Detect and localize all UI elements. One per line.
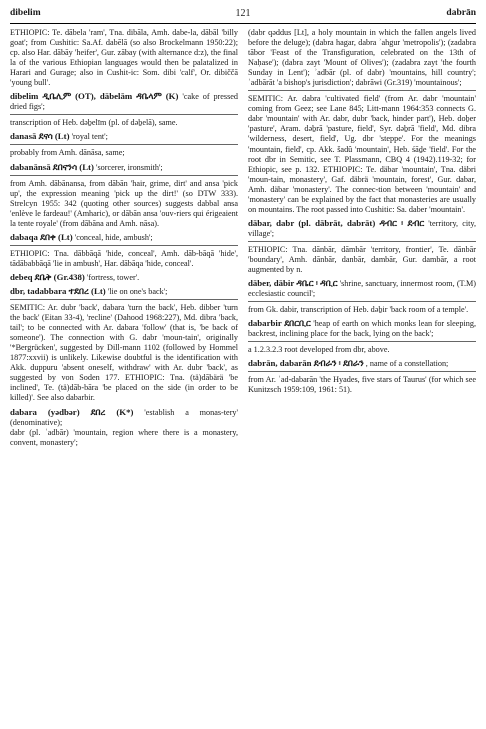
- entry-divider: [10, 175, 238, 176]
- entry-divider: [10, 299, 238, 300]
- headword: dabara (yədbər) ደበረ (K*): [10, 406, 134, 417]
- headword: dabrān, dabarān ደብራን ፡ ደበራን: [248, 358, 364, 369]
- entry-gloss: 'establish a monas-tery' (denominative);: [10, 407, 238, 427]
- entry-gloss: 'sorcerer, ironsmith';: [95, 162, 163, 172]
- entry-divider: [10, 144, 238, 145]
- header-first-entry: dibelim: [10, 8, 41, 18]
- entry-dabarbir: [248, 318, 476, 355]
- entry-body: transcription of Heb. dǝḇelīm (pl. of dǝḇelā), same.: [10, 118, 178, 128]
- page-number: 121: [235, 8, 251, 19]
- entry-daber: [248, 278, 476, 315]
- entry-body: a 1.2.3.2.3 root developed from dbr, above.: [248, 345, 390, 355]
- entry-dabara: [10, 407, 238, 448]
- headword: dāber, dābir ዳቤር ፡ ዳቢር: [248, 278, 338, 289]
- entry-continuation: [248, 28, 476, 215]
- entry-gloss: , name of a constellation;: [365, 359, 449, 369]
- entry-divider: [248, 371, 476, 372]
- entry-gloss: 'territory, city, village';: [248, 218, 477, 238]
- entry-divider: [248, 241, 476, 242]
- header-last-entry: dabrān: [446, 8, 476, 18]
- entry-danasa: [10, 131, 238, 158]
- entry-gloss: 'heap of earth on which monks lean for sleeping, backrest, inclining place for the back, lying on the back';: [248, 319, 476, 339]
- entry-gloss: 'fortress, tower'.: [86, 272, 140, 282]
- entry-body: ETHIOPIC: Tna. dānbār, dāmbār 'territory, frontier', Te. dānbār 'boundary', Amh. dānbār, danbār, dambār, Gur. dambār, a root augmented by n.: [248, 244, 476, 275]
- entry-gloss: 'shrine, sanctuary, innermost room, (T.M) ecclesiastic council';: [248, 279, 477, 299]
- entry-body: ETHIOPIC: Tna. dābbāqā 'hide, conceal', Amh. dāb-bāqā 'hide', tādābabbāqā 'lie in ambush', Har. dābāqa 'hide, conceal'.: [10, 248, 238, 268]
- entry-body: probably from Amh. dānāsa, same;: [10, 148, 125, 158]
- entry-divider: [248, 301, 476, 302]
- entry-gloss: 'lie on one's back';: [107, 286, 168, 296]
- headword: dābar, dabr (pl. dābrāt, dabrāt) ዳብር ፡ ደብር: [248, 217, 425, 228]
- entry-divider: [10, 114, 238, 115]
- entry-gloss: 'conceal, hide, ambush';: [74, 232, 153, 242]
- entry-dabaqa: [10, 232, 238, 269]
- entry-body: (dabr qǝddus [Lt], a holy mountain in which the fallen angels lived before the deluge); (dabra hagar, dabra ʾahgur 'metropolis'); (zadabra tābor 'Feast of the Transfiguration, celebrated on the 13th of Naḥase'); (dabra zayt 'Mount of Olives'); (zadabra zayt 'the fourth Sunday in Lent'); ʾadbār (pl. of dabr) 'mountains, hill country'; ʾadbārāt 'a bishop's jurisdiction'; dabrāwi (Gr.319) 'mountainous';: [248, 28, 476, 88]
- entry-divider: [248, 341, 476, 342]
- entry-body: SEMITIC: Ar. dabra 'cultivated field' (from Ar. dabr 'mountain' coming from Geez; see Lane 845; Litt-mann 1964:353 connects G. dabr 'mountain' with Ar. dabr, dubr 'back, hinder part'), Heb. doḇer 'pasture', Aram. dǝḇrā 'pasture, field', Syr. dǝḇrā 'field', Md. dibra 'wilderness, desert, field', Ug. dbr 'steppe'. For the meanings 'mountain, field', cp. Akk. šadû 'mountain', Heb. śāḏe 'field'. For the root dbr in Semitic, see T. Plassmann, CBQ 4 (1942).119-32; for Ethiopic, see p. 132. ETHIOPIC: Te. däbar 'mountain', Tna. däbri 'moun-tain, monastery', Gaf. däbrä 'mountain, forest', Gur. dabar, Amh. däbar 'monastery'. The connec-tion between 'mountain' and 'monastery' can be explained by the fact that monasteries are usually on mountains. The root passed into Cushitic: Sa. daber 'mountain'.: [248, 94, 476, 214]
- headword: danasā ደናሳ (Lt): [10, 131, 70, 142]
- entry-body: dabr (pl. ʾadbār) 'mountain, region where there is a monastery, convent, monastery';: [10, 427, 238, 447]
- entry-gloss: 'royal tent';: [71, 132, 108, 142]
- page-header: [10, 8, 476, 22]
- entry-dabar: [248, 218, 476, 275]
- entry-body: SEMITIC: Ar. dubr 'back', dabara 'turn the back', Heb. dibber 'turn the back' (Eitan 33-4), 'recline' (Dahood 1968:227), Md. dibra 'back, tail'; to be connected with Ar. dabara 'follow' (that is, 'be back of someone'). The connection with G. dabr 'moun-tain', originally '*Bergrücken', suggested by Dill-mann 1102 (followed by Hommel 1877:xxvii) is unlikely. Likewise doubtful is the identification with Akk. duppuru 'absent oneself, withdraw' with Ar. dubr 'back', as suggested by von Soden 177. ETHIOPIC: Tna. (tä)dābärä 'be inclined', Te. (tä)dāb-bāra 'be placed on the side (in order to be killed)'. See also dabarbir.: [10, 303, 238, 403]
- entry-body: from Amh. dābānansa, from dābān 'hair, grime, dirt' and ansa 'pick up', the expression meaning 'pick up the dirt!' (so DTW 333). Strelcyn 1955: 342 (quoting other sources) suggests dabbal ansa 'enlève le fardeau!' (Amharic), or dābān ansa 'ouv-riers qui érigeaient la tente royale' (from dābāna and Amh. nāsa).: [10, 178, 238, 228]
- entry-body: ETHIOPIC: Te. dābela 'ram', Tna. dibāla, Amh. dabe-la, dābāl 'billy goat'; from Cushitic: Sa.Af. dabēlā (so also Brockelmann 1950:22); cp. also Har. dābāy 'heifer', Gur. zābay (with alternance d:z), the final la of the various Ethiopian languages would then be palatalized in Harari and Gurage; also in Cushit-ic: Som. dibi 'calf', Or. dibiččā 'young bull'.: [10, 28, 238, 88]
- headword: dabaqa ደበቀ (Lt): [10, 231, 73, 242]
- headword: dabanānsā ደበናንሳ (Lt): [10, 161, 94, 172]
- entry-divider: [10, 245, 238, 246]
- entry-dabanansa: [10, 162, 238, 229]
- left-column: [10, 28, 238, 451]
- entry-gloss: 'cake of pressed dried figs';: [10, 92, 239, 112]
- headword: dibelim ዲቤሊም (OT), dābelām ዳቤላም (K): [10, 91, 179, 102]
- header-rule: [10, 23, 476, 24]
- entry-dabran: [248, 358, 476, 395]
- headword: dbr, tadabbara ተደበረ (Lt): [10, 285, 106, 296]
- entry-continuation: [10, 28, 238, 88]
- entry-debeq: [10, 272, 238, 283]
- entry-dibelim: [10, 91, 238, 128]
- headword: debeq ደቤቅ (Gr.438): [10, 271, 85, 282]
- entry-body: from Ar. ʾad-dabarān 'the Hyades, five stars of Taurus' (for which see Kunitzsch 1959:109, 1961: 51).: [248, 375, 476, 395]
- entry-divider: [248, 90, 476, 91]
- entry-body: from Gk. dabir, transcription of Heb. dǝḇir 'back room of a temple'.: [248, 305, 469, 315]
- right-column: [248, 28, 476, 399]
- headword: dabarbir ደበርቢር: [248, 318, 311, 329]
- entry-dbr: [10, 286, 238, 404]
